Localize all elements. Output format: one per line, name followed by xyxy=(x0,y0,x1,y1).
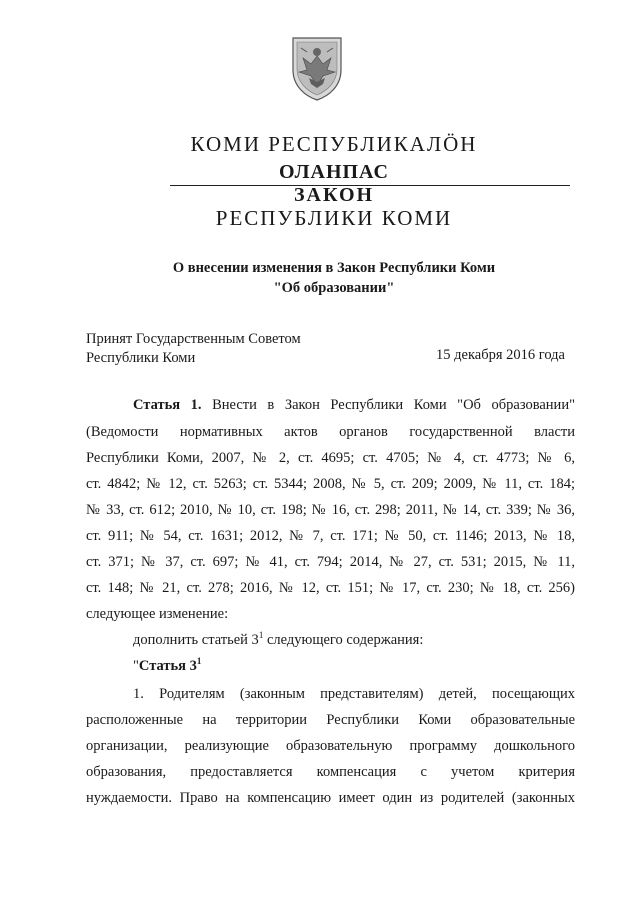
adopted-by-line-1: Принят Государственным Советом xyxy=(86,331,301,347)
article-1-last-line: следующее изменение: xyxy=(86,606,229,622)
paragraph-1-line: образования, предоставляется компенсация с учетом критерия xyxy=(86,764,575,780)
paragraph-1-line: расположенные на территории Республики Коми образовательные xyxy=(86,712,575,728)
law-subject-line-2: "Об образовании" xyxy=(273,280,395,296)
article-1-line: № 33, ст. 612; 2010, № 10, ст. 198; № 16, ст. 298; 2011, № 14, ст. 339; № 36, xyxy=(86,502,575,518)
law-subject-line-1: О внесении изменения в Закон Республики Коми xyxy=(172,260,496,276)
supplement-text-before: дополнить статьей 3 xyxy=(133,632,259,648)
paragraph-1-first-line: 1. Родителям (законным представителям) детей, посещающих xyxy=(133,686,575,702)
new-article-superscript: 1 xyxy=(196,656,202,666)
supplement-text-after: следующего содержания: xyxy=(263,632,424,648)
coat-of-arms-icon xyxy=(289,36,345,102)
supplement-superscript: 1 xyxy=(258,630,264,640)
open-quote: " xyxy=(133,658,139,674)
article-1-label: Статья 1. xyxy=(133,397,202,413)
law-title: ЗАКОН xyxy=(293,184,375,206)
article-1-text: Внести в Закон Республики Коми "Об образовании" xyxy=(212,397,575,413)
article-1-line: (Ведомости нормативных актов органов государственной власти xyxy=(86,424,575,440)
republic-title: РЕСПУБЛИКИ КОМИ xyxy=(215,206,453,230)
article-1-line: Республики Коми, 2007, № 2, ст. 4695; ст. 4705; № 4, ст. 4773; № 6, xyxy=(86,450,575,466)
adopted-by-line-2: Республики Коми xyxy=(86,350,196,366)
olanpas-title: ОЛАНПАС xyxy=(279,161,389,183)
adopted-by xyxy=(86,330,301,368)
komi-language-title: КОМИ РЕСПУБЛИКАЛӦН xyxy=(190,132,478,156)
paragraph-1-line: организации, реализующие образовательную программу дошкольного xyxy=(86,738,575,754)
new-article-label: Статья 3 xyxy=(138,658,197,674)
paragraph-1-line: нуждаемости. Право на компенсацию имеет один из родителей (законных xyxy=(86,790,575,806)
supplement-line xyxy=(133,632,423,649)
adoption-date: 15 декабря 2016 года xyxy=(436,347,565,363)
article-1-line: ст. 371; № 37, ст. 697; № 41, ст. 794; 2014, № 27, ст. 531; 2015, № 11, xyxy=(86,554,575,570)
article-1-first-line xyxy=(133,397,575,414)
article-1-line: ст. 148; № 21, ст. 278; 2016, № 12, ст. 151; № 17, ст. 230; № 18, ст. 256) xyxy=(86,580,575,596)
article-1-line: ст. 4842; № 12, ст. 5263; ст. 5344; 2008, № 5, ст. 209; 2009, № 11, ст. 184; xyxy=(86,476,575,492)
new-article-heading xyxy=(133,658,201,675)
article-1-line: ст. 911; № 54, ст. 1631; 2012, № 7, ст. 171; № 50, ст. 1146; 2013, № 18, xyxy=(86,528,575,544)
